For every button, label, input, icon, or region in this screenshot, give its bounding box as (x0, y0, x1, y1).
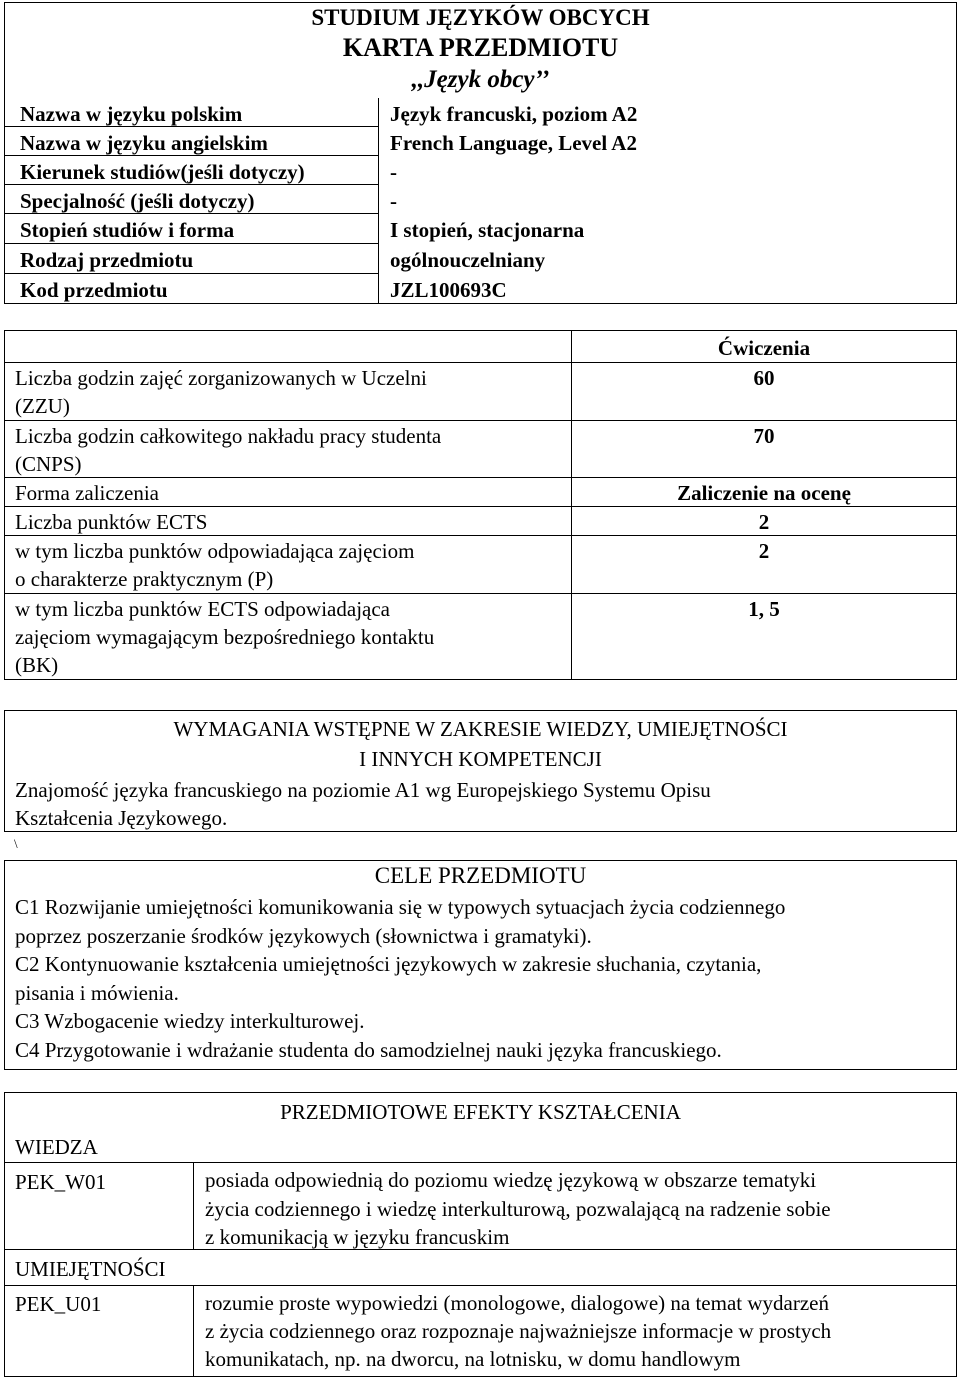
info-value: Język francuski, poziom A2 (390, 102, 638, 126)
info-grid-line (4, 126, 378, 127)
info-value: French Language, Level A2 (390, 131, 637, 155)
info-label: Rodzaj przedmiotu (20, 248, 194, 272)
umiejetnosci-label: UMIEJĘTNOŚCI (15, 1257, 166, 1281)
info-label: Kod przedmiotu (20, 278, 168, 302)
info-grid-line (4, 273, 378, 274)
zzu-label: Liczba godzin zajęć zorganizowanych w Uczelni (15, 366, 427, 390)
outcome-text: komunikatach, np. na dworcu, na lotnisku, w domu handlowym (205, 1347, 741, 1371)
stray-backslash: \ (14, 836, 18, 851)
goal-line: pisania i mówienia. (15, 981, 179, 1005)
info-label: Stopień studiów i forma (20, 218, 235, 242)
goal-line: C2 Kontynuowanie kształcenia umiejętności językowych w zakresie słuchania, czytania, (15, 952, 762, 976)
info-grid-line (378, 98, 379, 304)
hours-grid-line (4, 593, 957, 594)
goal-line: poprzez poszerzanie środków językowych (słownictwa i gramatyki). (15, 924, 592, 948)
outcome-text: rozumie proste wypowiedzi (monologowe, dialogowe) na temat wydarzeń (205, 1291, 829, 1315)
forma-value: Zaliczenie na ocenę (677, 481, 851, 505)
goal-line: C1 Rozwijanie umiejętności komunikowania się w typowych sytuacjach życia codziennego (15, 895, 786, 919)
outcome-grid-line (193, 1162, 194, 1250)
requirements-title: I INNYCH KOMPETENCJI (359, 747, 602, 771)
info-label: Specjalność (jeśli dotyczy) (20, 189, 255, 213)
bk-value: 1, 5 (748, 597, 780, 621)
goal-line: C4 Przygotowanie i wdrażanie studenta do samodzielnej nauki języka francuskiego. (15, 1038, 722, 1062)
outcomes-title: PRZEDMIOTOWE EFEKTY KSZTAŁCENIA (280, 1100, 681, 1124)
outcome-text: posiada odpowiednią do poziomu wiedzę językową w obszarze tematyki (205, 1168, 817, 1192)
outcome-code: PEK_U01 (15, 1292, 102, 1316)
header-line-3: ,,Język obcy’’ (411, 66, 550, 93)
info-label: Kierunek studiów(jeśli dotyczy) (20, 160, 305, 184)
p-label: o charakterze praktycznym (P) (15, 567, 274, 591)
cnps-value: 70 (753, 424, 775, 448)
info-grid-line (4, 155, 378, 156)
info-label: Nazwa w języku polskim (20, 102, 243, 126)
info-value: I stopień, stacjonarna (390, 218, 585, 242)
zzu-label: (ZZU) (15, 394, 70, 418)
outcome-grid-line (193, 1285, 194, 1377)
info-value: - (390, 160, 397, 184)
goals-title: CELE PRZEDMIOTU (374, 863, 587, 888)
bk-label: w tym liczba punktów ECTS odpowiadająca (15, 597, 390, 621)
wiedza-label: WIEDZA (15, 1135, 98, 1159)
cnps-label: (CNPS) (15, 452, 82, 476)
ects-label: Liczba punktów ECTS (15, 510, 208, 534)
outcome-text: z komunikacją w języku francuskim (205, 1225, 510, 1249)
info-grid-line (4, 213, 378, 214)
info-grid-line (4, 184, 378, 185)
info-value: ogólnouczelniany (390, 248, 546, 272)
outcome-code: PEK_W01 (15, 1170, 106, 1194)
info-value: - (390, 189, 397, 213)
cnps-label: Liczba godzin całkowitego nakładu pracy studenta (15, 424, 442, 448)
outcome-text: życia codziennego i wiedzę interkulturową, pozwalającą na radzenie sobie (205, 1197, 831, 1221)
forma-label: Forma zaliczenia (15, 481, 160, 505)
requirements-text: Kształcenia Językowego. (15, 806, 228, 830)
requirements-title: WYMAGANIA WSTĘPNE W ZAKRESIE WIEDZY, UMIEJĘTNOŚCI (173, 717, 788, 741)
bk-label: (BK) (15, 653, 59, 677)
info-label: Nazwa w języku angielskim (20, 131, 268, 155)
goal-line: C3 Wzbogacenie wiedzy interkulturowej. (15, 1009, 365, 1033)
header-line-1: STUDIUM JĘZYKÓW OBCYCH (311, 5, 650, 30)
info-grid-line (4, 243, 378, 244)
bk-label: zajęciom wymagającym bezpośredniego kontaktu (15, 625, 435, 649)
outcome-grid-line (4, 1285, 957, 1286)
header-line-2: KARTA PRZEDMIOTU (342, 33, 619, 62)
hours-grid-line (4, 477, 957, 478)
zzu-value: 60 (753, 366, 775, 390)
ects-value: 2 (758, 510, 770, 534)
hours-column-header: Ćwiczenia (717, 336, 811, 360)
p-value: 2 (758, 539, 770, 563)
hours-grid-line (4, 420, 957, 421)
requirements-text: Znajomość języka francuskiego na poziomie A1 wg Europejskiego Systemu Opisu (15, 778, 711, 802)
info-value: JZL100693C (390, 278, 507, 302)
p-label: w tym liczba punktów odpowiadająca zajęciom (15, 539, 415, 563)
hours-grid-line (4, 362, 957, 363)
outcome-text: z życia codziennego oraz rozpoznaje najważniejsze informacje w prostych (205, 1319, 832, 1343)
